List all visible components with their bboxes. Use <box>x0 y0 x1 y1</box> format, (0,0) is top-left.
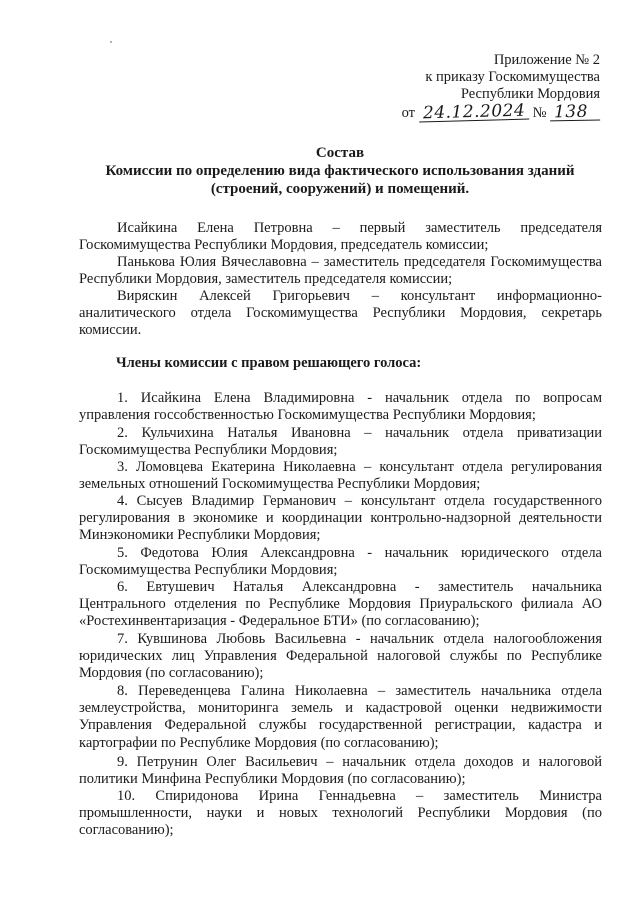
member-item: 4. Сысуев Владимир Германович – консультант отдела государственного регулирования в экономике и координации контрольно-надзорной деятельности Минэкономики Республики Мордовия; <box>79 493 602 544</box>
scan-dot <box>110 41 112 43</box>
handwritten-number: 138 <box>550 104 600 122</box>
date-prefix: от <box>401 105 415 121</box>
member-item: 10. Спиридонова Ирина Геннадьевна – заместитель Министра промышленности, науки и новых технологий Республики Мордовия (по согласованию); <box>79 788 602 839</box>
member-item: 6. Евтушевич Наталья Александровна - заместитель начальника Центрального отделения по Республике Мордовия Приуральского филиала АО «Ростехинвентаризация - Федеральное БТИ» (по согласованию); <box>79 579 602 630</box>
member-item: 2. Кульчихина Наталья Ивановна – начальник отдела приватизации Госкомимущества Республики Мордовия; <box>79 425 602 459</box>
member-item: 5. Федотова Юлия Александровна - начальник юридического отдела Госкомимущества Республики Мордовия; <box>79 545 602 579</box>
member-item: 1. Исайкина Елена Владимировна - начальник отдела по вопросам управления госсобственностью Госкомимущества Республики Мордовия; <box>79 390 602 424</box>
member-item: 3. Ломовцева Екатерина Николаевна – консультант отдела регулирования земельных отношений Госкомимущества Республики Мордовия; <box>79 459 602 493</box>
appendix-order-ref: к приказу Госкомимущества <box>425 69 600 85</box>
appendix-number: Приложение № 2 <box>493 52 600 68</box>
members-heading: Члены комиссии с правом решающего голоса: <box>116 355 422 371</box>
member-item: 9. Петрунин Олег Васильевич – начальник отдела доходов и налоговой политики Минфина Республики Мордовия (по согласованию); <box>79 754 602 788</box>
leader-deputy: Панькова Юлия Вячеславовна – заместитель председателя Госкомимущества Республики Мордовия, заместитель председателя комиссии; <box>79 254 602 288</box>
appendix-region: Республики Мордовия <box>460 86 600 102</box>
appendix-block <box>402 52 600 122</box>
member-item: 7. Кувшинова Любовь Васильевна - начальник отдела налогообложения юридических лиц Управления Федеральной налоговой службы по Республике Мордовия (по согласованию); <box>79 631 602 682</box>
leader-secretary: Виряскин Алексей Григорьевич – консультант информационно-аналитического отдела Госкомимущества Республики Мордовия, секретарь комиссии. <box>79 288 602 339</box>
document-subtitle-line1: Комиссии по определению вида фактического использования зданий <box>105 163 575 179</box>
appendix-date-number <box>401 100 600 124</box>
number-prefix: № <box>532 105 547 121</box>
document-subtitle-line2: (строений, сооружений) и помещений. <box>210 181 470 197</box>
member-item: 8. Переведенцева Галина Николаевна – заместитель начальника отдела землеустройства, мониторинга земель и кадастровой оценки недвижимости Управления Федеральной службы государственной регистрации, кадастра и картографии по Республике Мордовия (по согласованию); <box>79 683 602 751</box>
handwritten-date: 24.12.2024 <box>418 103 529 123</box>
document-title: Состав <box>315 145 365 161</box>
leader-chairman: Исайкина Елена Петровна – первый заместитель председателя Госкомимущества Республики Мордовия, председатель комиссии; <box>79 220 602 254</box>
